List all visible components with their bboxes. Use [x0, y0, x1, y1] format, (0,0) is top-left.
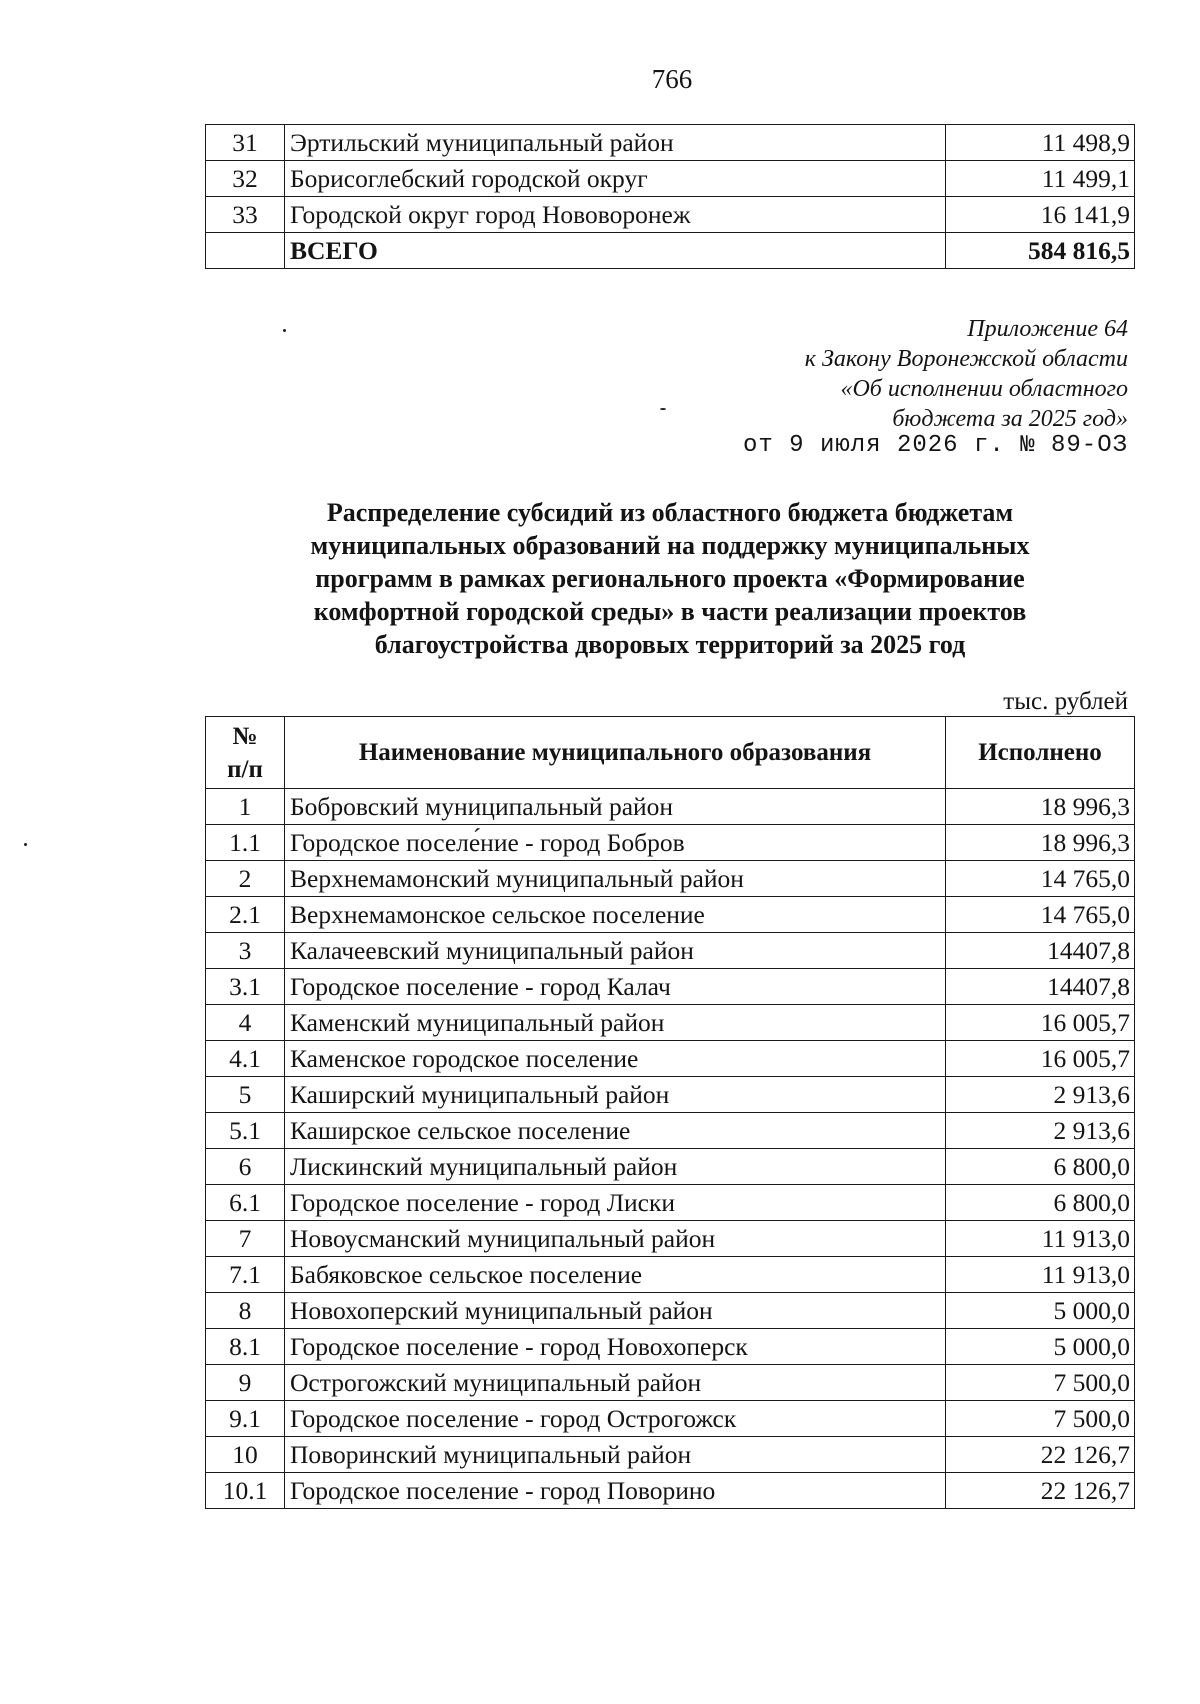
row-value: 18 996,3: [946, 825, 1135, 861]
document-title: [180, 496, 1160, 661]
summary-table-continuation: [205, 124, 1135, 269]
row-name: Городской округ город Нововоронеж: [285, 197, 946, 233]
law-date-number: от 9 июля 2026 г. № 89-ОЗ: [742, 432, 1128, 459]
row-value: 22 126,7: [946, 1437, 1135, 1473]
table-row: [206, 1257, 1135, 1293]
subsidy-distribution-table: [205, 716, 1135, 1509]
row-name: Острогожский муниципальный район: [285, 1365, 946, 1401]
table-row: [206, 897, 1135, 933]
table-row: [206, 1473, 1135, 1509]
page-number: 766: [651, 64, 693, 94]
row-name: Каменское городское поселение: [285, 1041, 946, 1077]
row-number: 6: [206, 1149, 285, 1185]
row-number: 5: [206, 1077, 285, 1113]
row-number: 10: [206, 1437, 285, 1473]
row-value: 7 500,0: [946, 1401, 1135, 1437]
row-name: Каменский муниципальный район: [285, 1005, 946, 1041]
title-line: Распределение субсидий из областного бюджета бюджетам: [326, 498, 1014, 527]
row-number: 7: [206, 1221, 285, 1257]
table-row: [206, 233, 1135, 269]
scan-speck: [283, 329, 286, 332]
title-line: муниципальных образований на поддержку муниципальных: [310, 531, 1030, 560]
header-number: [206, 717, 285, 789]
row-value: 11 913,0: [946, 1221, 1135, 1257]
row-number: 9: [206, 1365, 285, 1401]
row-number: 2: [206, 861, 285, 897]
row-number: 9.1: [206, 1401, 285, 1437]
row-name: Верхнемамонское сельское поселение: [285, 897, 946, 933]
table-row: [206, 825, 1135, 861]
row-value: 11 913,0: [946, 1257, 1135, 1293]
row-name: Эртильский муниципальный район: [285, 125, 946, 161]
row-value: 584 816,5: [946, 233, 1135, 269]
row-number: [206, 233, 285, 269]
table-row: [206, 789, 1135, 825]
row-value: 2 913,6: [946, 1113, 1135, 1149]
row-number: 4.1: [206, 1041, 285, 1077]
table-row: [206, 861, 1135, 897]
row-name: Лискинский муниципальный район: [285, 1149, 946, 1185]
row-name: Калачеевский муниципальный район: [285, 933, 946, 969]
row-name: Городское поселение - город Новохоперск: [285, 1329, 946, 1365]
summary-table-body: [206, 125, 1135, 269]
row-value: 14 765,0: [946, 861, 1135, 897]
row-number: 8.1: [206, 1329, 285, 1365]
table-row: [206, 1293, 1135, 1329]
table-row: [206, 1329, 1135, 1365]
row-value: 16 005,7: [946, 1041, 1135, 1077]
row-value: 11 498,9: [946, 125, 1135, 161]
row-value: 22 126,7: [946, 1473, 1135, 1509]
table-row: [206, 1401, 1135, 1437]
table-row: [206, 969, 1135, 1005]
table-row: [206, 1185, 1135, 1221]
table-row: [206, 1005, 1135, 1041]
row-name: Борисоглебский городской округ: [285, 161, 946, 197]
table-row: [206, 1077, 1135, 1113]
row-number: 4: [206, 1005, 285, 1041]
row-value: 18 996,3: [946, 789, 1135, 825]
row-value: 11 499,1: [946, 161, 1135, 197]
subsidy-table-body: [206, 789, 1135, 1509]
row-number: 8: [206, 1293, 285, 1329]
row-value: 14407,8: [946, 933, 1135, 969]
row-value: 16 005,7: [946, 1005, 1135, 1041]
table-row: [206, 1437, 1135, 1473]
table-row: [206, 933, 1135, 969]
row-name: Бобровский муниципальный район: [285, 789, 946, 825]
row-name: Каширское сельское поселение: [285, 1113, 946, 1149]
table-row: [206, 161, 1135, 197]
appendix-line: к Закону Воронежской области: [804, 346, 1128, 372]
row-name: Новохоперский муниципальный район: [285, 1293, 946, 1329]
row-name: Бабяковское сельское поселение: [285, 1257, 946, 1293]
row-name: Поворинский муниципальный район: [285, 1437, 946, 1473]
row-name: Городское поселение - город Поворино: [285, 1473, 946, 1509]
row-value: 5 000,0: [946, 1329, 1135, 1365]
table-header-row: [206, 717, 1135, 789]
row-value: 14407,8: [946, 969, 1135, 1005]
row-number: 2.1: [206, 897, 285, 933]
appendix-line: «Об исполнении областного: [840, 376, 1128, 402]
title-line: благоустройства дворовых территорий за 2025 год: [374, 630, 966, 659]
table-row: [206, 125, 1135, 161]
row-number: 32: [206, 161, 285, 197]
appendix-line: Приложение 64: [967, 316, 1128, 342]
row-number: 7.1: [206, 1257, 285, 1293]
row-number: 6.1: [206, 1185, 285, 1221]
row-name: Городское поселение - город Острогожск: [285, 1401, 946, 1437]
header-number-symbol: №: [232, 722, 258, 750]
row-number: 31: [206, 125, 285, 161]
row-number: 3: [206, 933, 285, 969]
scan-speck: [24, 843, 27, 846]
row-number: 1: [206, 789, 285, 825]
row-name: Новоусманский муниципальный район: [285, 1221, 946, 1257]
row-name: Городское поселение - город Калач: [285, 969, 946, 1005]
row-value: 2 913,6: [946, 1077, 1135, 1113]
header-number-abbr: п/п: [227, 755, 263, 783]
row-number: 1.1: [206, 825, 285, 861]
title-line: комфортной городской среды» в части реализации проектов: [313, 597, 1027, 626]
row-name: Каширский муниципальный район: [285, 1077, 946, 1113]
row-number: 10.1: [206, 1473, 285, 1509]
row-name: Городское поселе́ние - город Бобров: [285, 825, 946, 861]
table-row: [206, 1365, 1135, 1401]
row-value: 14 765,0: [946, 897, 1135, 933]
table-row: [206, 197, 1135, 233]
table-row: [206, 1221, 1135, 1257]
units-label: тыс. рублей: [1003, 688, 1128, 715]
table-row: [206, 1113, 1135, 1149]
row-value: 5 000,0: [946, 1293, 1135, 1329]
title-line: программ в рамках регионального проекта «Формирование: [315, 564, 1025, 593]
row-name: ВСЕГО: [285, 233, 946, 269]
row-value: 7 500,0: [946, 1365, 1135, 1401]
row-number: 3.1: [206, 969, 285, 1005]
appendix-reference: [805, 314, 1128, 434]
row-value: 16 141,9: [946, 197, 1135, 233]
row-name: Верхнемамонский муниципальный район: [285, 861, 946, 897]
header-value: Исполнено: [946, 717, 1135, 789]
table-row: [206, 1041, 1135, 1077]
row-value: 6 800,0: [946, 1149, 1135, 1185]
row-number: 5.1: [206, 1113, 285, 1149]
row-name: Городское поселение - город Лиски: [285, 1185, 946, 1221]
table-row: [206, 1149, 1135, 1185]
header-name: Наименование муниципального образования: [285, 717, 946, 789]
appendix-line: бюджета за 2025 год»: [892, 406, 1128, 432]
row-number: 33: [206, 197, 285, 233]
scan-speck: [660, 408, 666, 410]
row-value: 6 800,0: [946, 1185, 1135, 1221]
